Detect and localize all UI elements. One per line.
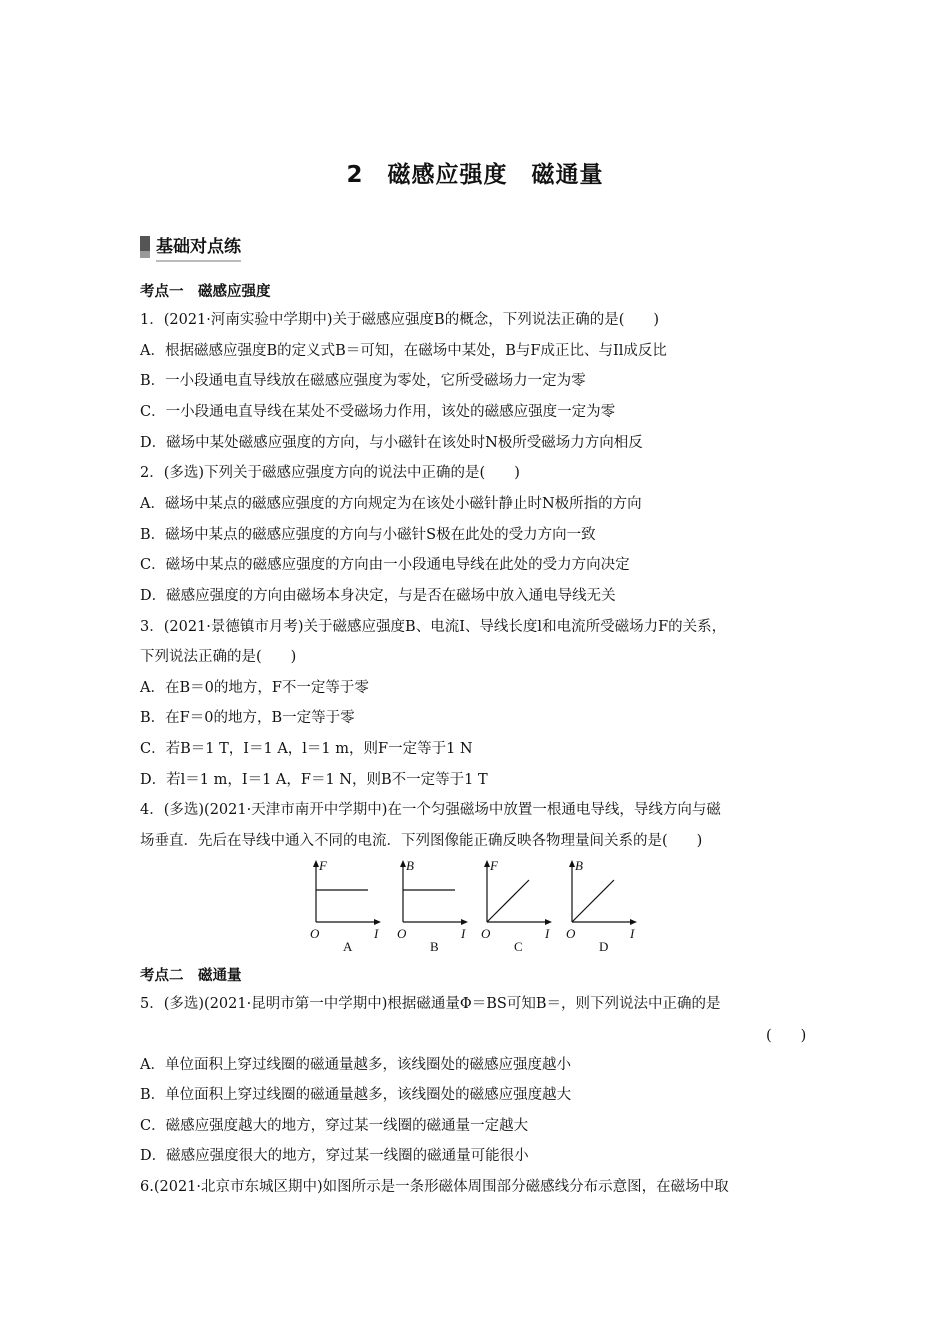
q5-stem: 5．(多选)(2021·昆明市第一中学期中)根据磁通量Φ＝BS可知B＝，则下列说法中正确的是 — [140, 996, 721, 1012]
q6-stem: 6.(2021·北京市东城区期中)如图所示是一条形磁体周围部分磁感线分布示意图，在磁场中取 — [140, 1179, 729, 1195]
graph-A-caption: A — [343, 939, 353, 954]
q3-option-c: C．若B＝1 T，I＝1 A，l＝1 m，则F一定等于1 N — [140, 741, 473, 757]
graph-A-x-label: I — [374, 926, 379, 941]
graph-B-caption: B — [430, 939, 439, 954]
graph-C-x-label: I — [545, 926, 550, 941]
q2-option-c: C．磁场中某点的磁感应强度的方向由一小段通电导线在此处的受力方向决定 — [140, 557, 630, 573]
q4-graphs-figure — [300, 855, 660, 955]
q5-option-d: D．磁感应强度很大的地方，穿过某一线圈的磁通量可能很小 — [140, 1148, 529, 1164]
q3-option-d: D．若l＝1 m，I＝1 A，F＝1 N，则B不一定等于1 T — [140, 772, 488, 788]
graph-A-origin-label: O — [310, 926, 320, 941]
knowledge-point-1: 考点一 磁感应强度 — [140, 284, 271, 300]
graph-B-x-label: I — [461, 926, 466, 941]
q1-stem: 1．(2021·河南实验中学期中)关于磁感应强度B的概念，下列说法正确的是( ) — [140, 312, 660, 328]
q4-stem-line2: 场垂直．先后在导线中通入不同的电流．下列图像能正确反映各物理量间关系的是( ) — [140, 833, 703, 849]
graph-D-x-arrow — [630, 919, 637, 925]
q2-option-b: B．磁场中某点的磁感应强度的方向与小磁针S极在此处的受力方向一致 — [140, 527, 596, 543]
q1-option-a: A．根据磁感应强度B的定义式B＝可知，在磁场中某处，B与F成正比、与Il成反比 — [140, 343, 667, 359]
q1-option-b: B．一小段通电直导线放在磁感应强度为零处，它所受磁场力一定为零 — [140, 373, 586, 389]
section-label: 基础对点练 — [156, 232, 241, 262]
q3-stem-line2: 下列说法正确的是( ) — [140, 649, 297, 665]
q5-answer-paren: ( ) — [766, 1028, 807, 1044]
graph-C-caption: C — [514, 939, 523, 954]
graph-D-x-label: I — [630, 926, 635, 941]
graph-B-y-label: B — [406, 858, 414, 873]
section-header — [140, 234, 241, 260]
q3-stem-line1: 3．(2021·景德镇市月考)关于磁感应强度B、电流I、导线长度l和电流所受磁场力F的关系， — [140, 619, 727, 635]
q2-option-d: D．磁感应强度的方向由磁场本身决定，与是否在磁场中放入通电导线无关 — [140, 588, 616, 604]
q3-option-b: B．在F＝0的地方，B一定等于零 — [140, 710, 355, 726]
graph-D-caption: D — [599, 939, 609, 954]
page-title: 2 磁感应强度 磁通量 — [346, 162, 604, 188]
graph-C-origin-label: O — [481, 926, 491, 941]
graph-C-y-label: F — [490, 858, 498, 873]
graph-B-origin-label: O — [397, 926, 407, 941]
knowledge-point-2: 考点二 磁通量 — [140, 968, 242, 984]
q2-option-a: A．磁场中某点的磁感应强度的方向规定为在该处小磁针静止时N极所指的方向 — [140, 496, 642, 512]
graph-D-origin-label: O — [566, 926, 576, 941]
graph-A-x-arrow — [374, 919, 381, 925]
graph-B-x-arrow — [461, 919, 468, 925]
q5-option-c: C．磁感应强度越大的地方，穿过某一线圈的磁通量一定越大 — [140, 1118, 529, 1134]
q1-option-c: C．一小段通电直导线在某处不受磁场力作用，该处的磁感应强度一定为零 — [140, 404, 616, 420]
q4-stem-line1: 4．(多选)(2021·天津市南开中学期中)在一个匀强磁场中放置一根通电导线，导线方向与磁 — [140, 802, 721, 818]
graph-A-y-label: F — [319, 858, 327, 873]
graph-D-y-label: B — [575, 858, 583, 873]
section-bar-icon — [140, 236, 150, 258]
q5-option-b: B．单位面积上穿过线圈的磁通量越多，该线圈处的磁感应强度越大 — [140, 1087, 572, 1103]
q3-option-a: A．在B＝0的地方，F不一定等于零 — [140, 680, 369, 696]
graph-C-line — [487, 880, 529, 922]
q5-option-a: A．单位面积上穿过线圈的磁通量越多，该线圈处的磁感应强度越小 — [140, 1057, 571, 1073]
q1-option-d: D．磁场中某处磁感应强度的方向，与小磁针在该处时N极所受磁场力方向相反 — [140, 435, 643, 451]
q2-stem: 2．(多选)下列关于磁感应强度方向的说法中正确的是( ) — [140, 465, 520, 481]
graph-D-line — [572, 880, 614, 922]
graph-C-x-arrow — [545, 919, 552, 925]
